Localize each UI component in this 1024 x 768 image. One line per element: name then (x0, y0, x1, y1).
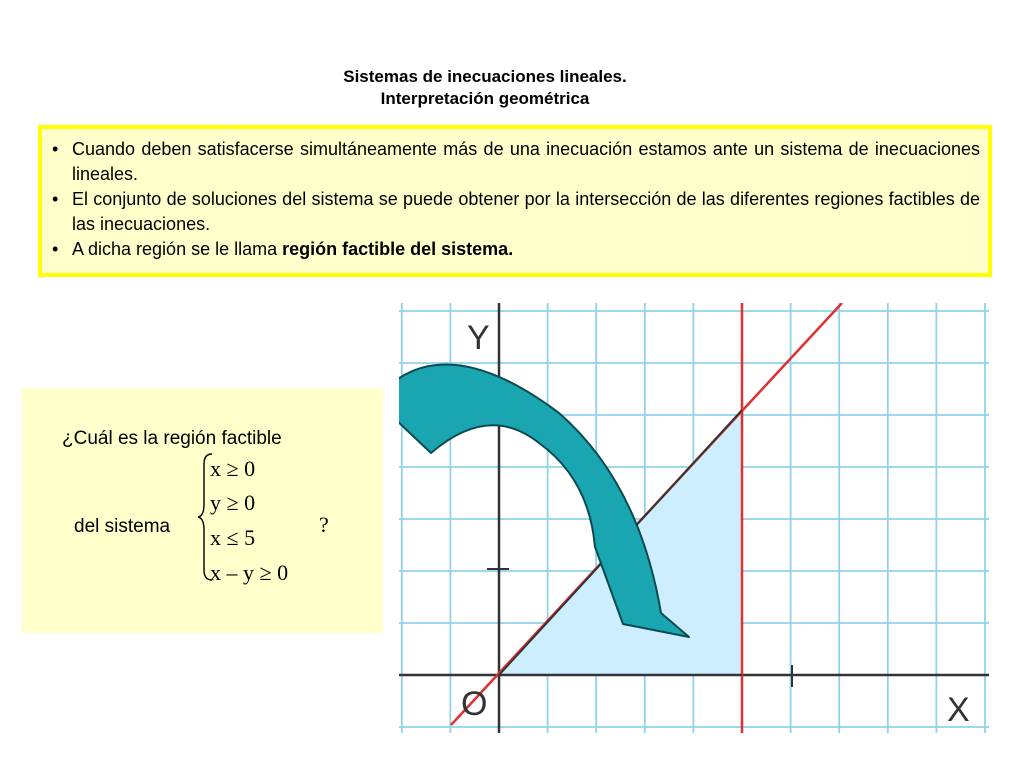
title-line-1: Sistemas de inecuaciones lineales. (343, 67, 627, 86)
info-bullet-3-text: A dicha región se le llama (72, 239, 283, 259)
bullet-icon: • (52, 239, 59, 259)
y-axis-label: Y (467, 319, 490, 357)
inequality-1: x ≥ 0 (210, 456, 256, 481)
inequality-4: x – y ≥ 0 (210, 560, 289, 585)
origin-label: O (461, 685, 488, 723)
feasible-region-graph (399, 303, 989, 733)
info-box (38, 125, 992, 277)
info-bullet-2 (52, 187, 980, 237)
info-bullet-3-bold: región factible del sistema. (282, 239, 514, 259)
question-mark: ? (319, 512, 329, 537)
inequality-2: y ≥ 0 (210, 490, 256, 515)
info-bullet-1 (52, 137, 980, 187)
info-bullet-2-text: El conjunto de soluciones del sistema se puede obtener por la intersección de las diferentes regiones factibles de las inecuaciones. (72, 189, 980, 234)
bullet-icon: • (52, 189, 59, 209)
info-list (42, 129, 988, 262)
bullet-icon: • (52, 139, 59, 159)
x-axis-label: X (947, 691, 970, 729)
slide-title (0, 66, 970, 110)
question-line-2: del sistema (74, 516, 171, 537)
question-line-1: ¿Cuál es la región factible (62, 428, 282, 449)
info-bullet-1-text: Cuando deben satisfacerse simultáneamente más de una inecuación estamos ante un sistema de inecuaciones lineales. (72, 139, 980, 184)
info-bullet-3 (52, 237, 980, 262)
title-line-2: Interpretación geométrica (380, 89, 590, 108)
inequality-3: x ≤ 5 (210, 525, 256, 550)
question-box (22, 388, 383, 633)
